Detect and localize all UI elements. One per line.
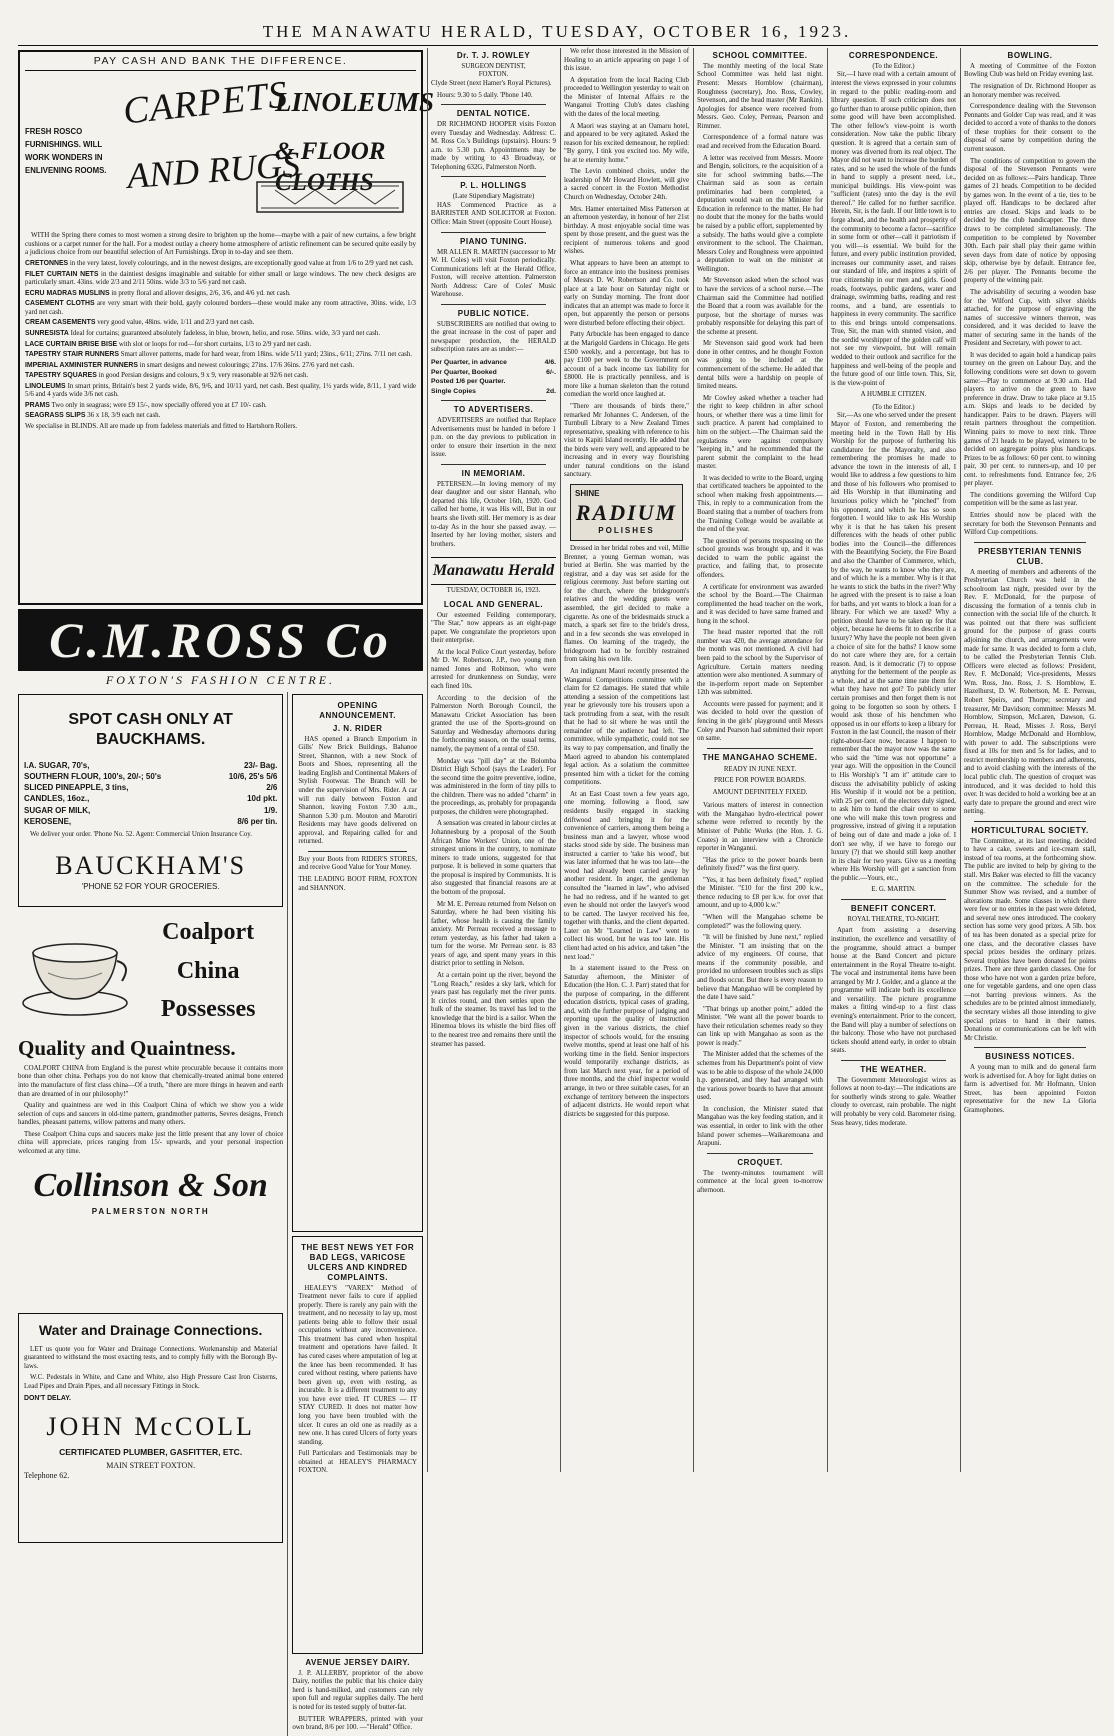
news-para: An indignant Maori recently presented the Wanganui Competitions committee with a claim for £2 damages. He stated that while attending a session of the competitions last year he grievously tore his trousers upon a tack protruding from a seat, with the result that he had to sit where he was until the remainder of the audience had left. The committee, while sympathetic, could not see its way to pay compensation, and finally the Maori agreed to abandon his contemplated legal action. As a solatium the committee presented him with a ticket for the coming competitions. <box>564 667 689 787</box>
bauckhams-name: BAUCKHAM'S <box>55 850 247 880</box>
mangahao-heading: THE MANGAHAO SCHEME. <box>702 752 818 762</box>
list-item: CRETONNES in the very latest, lovely colourings, and in the newest designs, are exceptionally good value at from 1/6 to 2/9 yard net cash. <box>25 260 414 268</box>
table-row: Per Quarter, in advance 4/6. <box>431 359 556 367</box>
coalport-p1: COALPORT CHINA from England is the purest white procurable because it contains more bone than other china. Perhaps you do not know that chemically-treated animal bone entered into the manufacture of first class china—Of a truth, "there are more things in heaven and earth than are dreamed of in our philosophy!" <box>18 1064 284 1098</box>
bowling-para: A meeting of Committee of the Foxton Bowling Club was held on Friday evening last. <box>964 62 1096 79</box>
news-para: The Levin combined choirs, under the leadership of Mr Howard Howlett, will give a sacred concert in the Foxton Methodist Church on Wednesday, October 24th. <box>564 168 689 201</box>
rowley-title: SURGEON DENTIST, <box>461 62 526 70</box>
healey-text: HEALEY'S "VAREX" Method of Treatment never fails to cure if applied properly. There is rarely any pain with the treatment, and no necessity to lay up, most patients being able to follow their usual occupations without any inconvenience. This treatment has cured when hospital treatment and operations have failed. It has cured cases where amputation of leg at the knee has been recommended. It has cured without resting, where patients have been given up, even with resting, as incurable. It is a different treatment to any you have ever tried. IT CURES — IT STAY CURED. It does not matter how long you have been troubled with the ulcer. It cures an old one as readily as a new one. It has cured Ulcers of forty years standing. <box>298 1284 417 1446</box>
water-addr: MAIN STREET FOXTON. <box>106 1460 196 1470</box>
column-correspondence <box>831 48 956 1472</box>
school-para: The question of persons trespassing on the school grounds was brought up, and it was decided to warn the public against the practice, and failing that, to prosecute offenders. <box>697 537 823 579</box>
bowling-para: The advisability of securing a wooden base for the Wilford Cup, with silver shields attached, for the purpose of engraving the names of successive winners thereon, was considered, and it was decided to leave the matter of securing same in the hands of the President and Secretary, with power to act. <box>964 288 1096 348</box>
radium-sub: POLISHES <box>598 526 655 536</box>
school-para: The head master reported that the roll number was 420, the average attendance for the month was not mentioned. A civil had been paid to the school by the Supervisor of Agriculture. Certain matters needing attention were also mentioned. A summary of the in-perform report made on September 12th was submitted. <box>697 629 823 697</box>
word-rugs: AND RUGS <box>125 144 302 197</box>
school-heading: SCHOOL COMMITTEE. <box>712 51 808 60</box>
school-para: Mr Stevenson said good work had been done in other centres, and he thought Foxton was going to be included at the commencement of the scheme. He added that dental bills were a hardship on people of limited means. <box>697 340 823 391</box>
table-row: CANDLES, 16oz., 10d pkt. <box>24 794 278 804</box>
water-name: JOHN McCOLL <box>46 1412 255 1442</box>
carpets-intro: WITH the Spring there comes to most women a strong desire to brighten up the home—maybe with a pair of new curtains, a few bright cushions or a carpet runner for the hall. For a modest outlay a cheery home atmosphere of artistic refinement can be secured quite easily by a judicious choice from our beautiful selection of Art Furnishings. Drop in to-day and see them. <box>25 231 416 257</box>
croquet-text: The twenty-minutes tournament will commence at the local green to-morrow afternoon. <box>697 1169 823 1194</box>
news-para: Dressed in her bridal robes and veil, Millie Brenner, a young German woman, was buried at Berlin. She was married by the registrar, and a day was set aside for the religious ceremony. Just before starting out for the church, where the bridegroom's relatives and the wedding guests were assembled, the girl decided to make a cigarette. As one of the bridesmaids struck a match, a spark set fire to the bride's dress, and in a few seconds she was enveloped in flames. On learning of the tragedy, the bridegroom had to be forcibly restrained from taking his own life. <box>564 545 689 664</box>
advertisers-text: ADVERTISERS are notified that Replace Advertisements must be handed in before 1 p.m. on the day previous to publication in order to ensure their insertion in the next issue. <box>431 417 556 459</box>
word-floorcloths: & FLOOR CLOTHS <box>275 138 386 197</box>
table-row: Single Copies 2d. <box>431 387 556 395</box>
list-item: CASEMENT CLOTHS are very smart with their bold, gayly coloured borders—these would make any room attractive, 30ins. wide, 1/3 yard net cash. <box>25 300 416 316</box>
bowling-para: The conditions governing the Wilford Cup competition will be the same as last year. <box>964 491 1096 508</box>
teacup-illustration <box>18 923 133 1018</box>
bowling-para: Entries should now be placed with the secretary for both the Stevenson Pennants and Wilford Cup competitions. <box>964 512 1096 537</box>
school-para: It was decided to write to the Board, urging that certificated teachers be appointed to the school when making fresh appointments.—This, in reply to a communication from the Board stating that a number of teachers from the Training College would be available at the end of the year. <box>697 474 823 534</box>
croquet-heading: CROQUET. <box>737 1157 783 1167</box>
corr2-to: (To the Editor.) <box>872 403 915 411</box>
word-carpets: CARPETS <box>121 73 291 133</box>
carpets-lettering <box>115 73 435 226</box>
divider <box>441 400 546 401</box>
news-para: "There are thousands of birds there," remarked Mr Johannes C. Andersen, of the Turnbull Library to a New Zealand Times representative, speaking with reference to his visit to Kapiti Island recently. He added that the birds were very well, and appeared to be increasing and in every way flourishing under natural conditions on the island sanctuary. <box>564 402 689 479</box>
mangahao-line: PRICE FOR POWER BOARDS. <box>714 777 806 785</box>
list-item: SEAGRASS SLIPS 36 x 18, 3/9 each net cash. <box>25 412 161 420</box>
water-p3: DON'T DELAY. <box>24 1394 71 1402</box>
tennis-text: A meeting of members and adherents of the Presbyterian Church was held in the schoolroom last night, presided over by the Rev. F. McDonald, for the purpose of discussing the formation of a tennis club in connection with the social life of the church. It was pointed out that there was sufficient ground for the purpose of grass courts adjoining the church, and arrangements were made for same. It was decided to form a club, to be called the Presbyterian Tennis Club. Officers were elected as follows: President, Rev. F. McDonald; Vice-presidents, Messrs Wm. Ross, Jno. Ross, J. S. Hornblow, E. Hazelhurst, D. W. Robertson, M. E. Perreau, Robert Speirs, and Thorpe; secretary and treasurer, Mr Davidson; committee: Messrs M. Hornblow, Simpson, McLaren, Dawson, G. Perreau, H. Read, Misses J. Ross, Beryl Hornblow, Madge McDonald and Hornblow, with power to add. The subscriptions were fixed at 10s for men and 5s for ladies, and to restrict membership to members and adherents, and to avoid clashing with the interests of the local public club. The question of croquet was introduced, and it was decided to hold this over. It was decided to hold a working bee at an early date to prepare the ground and erect wire netting. <box>964 568 1096 816</box>
list-item: LINOLEUMS In smart prints, Britain's best 2 yards wide, 8/6, 9/6, and 10/11 yard, net cash. Best quality, 1½ yards wide, 8/11, 1 yard wide 5/6 and 4 yards wide 3/6 net cash. <box>25 382 416 399</box>
piano-text: MR ALLEN R. MARTIN (successor to Mr W. H. Coles) will visit Foxton periodically. Communications left at the Herald Office, Foxton, will receive attention. Palmerston North Address: Care of Coles' Music Warehouse. <box>431 248 556 299</box>
list-item: LACE CURTAIN BRISE BISE with slot or loops for rod—for short curtains, 1/3 to 2/9 yard net cash. <box>25 340 312 348</box>
divider <box>707 1153 813 1154</box>
divider <box>841 899 946 900</box>
water-heading: Water and Drainage Connections. <box>38 1321 263 1338</box>
rowley-town: FOXTON. <box>478 71 509 79</box>
herald-nameplate: Manawatu Herald <box>431 557 556 585</box>
bowling-para: The resignation of Dr. Richmond Hooper as an honorary member was received. <box>964 83 1096 99</box>
rider-heading: OPENING ANNOUNCEMENT. <box>319 700 397 720</box>
list-item: TAPESTRY SQUARES in good Persian designs and colours, 9 x 9, very reasonable at 92/6 net cash. <box>25 372 309 380</box>
local-para: At the local Police Court yesterday, before Mr D. W. Robertson, J.P., two young men named Jones and Robinson, who were arrested for drunkenness on Sunday, were each fined 10s. <box>431 648 556 691</box>
coalport-header <box>18 911 283 1031</box>
ads-divider <box>287 692 288 1736</box>
divider <box>707 748 813 749</box>
carpets-banner <box>25 71 435 231</box>
business-heading: BUSINESS NOTICES. <box>985 1052 1075 1062</box>
coalport-town: PALMERSTON NORTH <box>91 1206 210 1216</box>
coalport-tagline: Quality and Quaintness. <box>18 1035 236 1060</box>
list-item: FILET CURTAIN NETS in the daintiest designs imaginable and suitable for either small or large windows. The new check designs are particularly smart. 43ins. wide 2/3 and 2/11 50ins. wide 3/3 to 5/6 yard net cash. <box>25 270 416 287</box>
news-para: We refer those interested in the Mission of Healing to an article appearing on page 1 of this issue. <box>564 48 689 73</box>
school-para: A certificate for environment was awarded the school by the Board.—The Chairman complimented the head teacher on the work, and it was decided to have same framed and hung in the school. <box>697 583 823 625</box>
bauckhams-phone: 'PHONE 52 FOR YOUR GROCERIES. <box>81 881 220 891</box>
local-para: At a certain point up the river, beyond the "Long Reach," resides a sky lark, which for years past has regularly met the river punts. It circles round, and then settles upon the hulk of the steamer. Its travel has led to the knowledge that the bird is a sailor. When the Hinemoa blows its whistle the bird flies off to the nearest tree and remains there until the steamer has passed. <box>431 972 556 1048</box>
radium-brand: RADIUM <box>575 499 678 525</box>
local-para: Our esteemed Feilding contemporary, "The Star," now appears as an eight-page paper. We congratulate the proprietors upon their enterprise. <box>431 611 556 645</box>
healey-ad <box>292 1236 423 1654</box>
corr-sign: A HUMBLE CITIZEN. <box>860 391 927 399</box>
rug-illustration <box>255 176 405 216</box>
mangahao-para: "Yes, it has been definitely fixed," replied the Minister. "£10 for the first 200 k.w., thence reducing to £8 per k.w. for over that amount, and up to 4,000 k.w." <box>697 876 823 910</box>
table-row: SUGAR OF MILK, 1/9. <box>24 805 278 815</box>
news-para: Mrs. Hamer entertained Miss Patterson at an afternoon yesterday, in honour of her 21st birthday. A most enjoyable social time was spent by those present, and the guest was the recipient of numerous tokens and good wishes. <box>564 205 689 256</box>
column-notices <box>431 48 556 1472</box>
coalport-p2: Quality and quaintness are wed in this Coalport China of which we show you a wide selection of cups and saucers in old-time pattern, grandmother patterns, Sevres designs, French handles, pheasant patterns, willow patterns and many others. <box>18 1102 284 1127</box>
butter-wrappers: BUTTER WRAPPERS, printed with your own brand, 8/6 per 100. —"Herald" Office. <box>292 1715 423 1732</box>
weather-text: The Government Meteorologist wires as follows at noon to-day:—The indications are for southerly winds strong to gale. Weather cloudy to overcast, rain probable. The night will probably be very cold. Barometer rising. Seas heavy, tides moderate. <box>831 1076 956 1127</box>
column-news <box>564 48 689 1472</box>
school-para: A letter was received from Messrs. Moore and Bengin, solicitors, re the acquisition of a site for school swimming baths.—The Chairman said as soon as certain preliminaries had been completed, a deputation would wait on the Minister for Education in reference to the matter. He had no doubt that the money for the baths would be raised by a public effort, supplemented by a subsidy. The baths would give a complete environment to the school. The Chairman, Messrs Coley and Roughness were appointed a deputation to wait on the minister at Wellington. <box>697 154 823 273</box>
rider-name: J. N. RIDER <box>332 723 383 733</box>
water-tel: Telephone 62. <box>24 1470 70 1480</box>
divider <box>441 304 546 305</box>
healey-particulars: Full Particulars and Testimonials may be obtained at HEALEY'S PHARMACY FOXTON. <box>298 1450 417 1475</box>
herald-date: TUESDAY, OCTOBER 16, 1923. <box>446 587 541 595</box>
local-para: According to the decision of the Palmerston North Borough Council, the Manawatu Cricket Association has been granted the use of the Sports-ground on Saturday and Wednesday afternoons during the forthcoming season, on the usual terms, namely, the payment of a rental of £50. <box>431 694 556 753</box>
coalport-p3: These Coalport China cups and saucers make just the little present that any lover of choice china will appreciate, prices ranging from 15/- upwards, and your personal inspection welcomed at any time. <box>18 1130 284 1155</box>
radium-shine: SHINE <box>575 489 600 498</box>
word-linoleums: LINOLEUMS <box>275 87 435 118</box>
radium-ad <box>570 484 683 541</box>
benefit-text: Apart from assisting a deserving institution, the excellence and versatility of the programme, should attract a bumper house at the Band Concert and picture entertainment in the Royal Theatre to-night. The vocal and instrumental items have been arranged by Mr J. Golder, and a glance at the programme will indicate both its excellence and versatility. The picture programme makes a fitting wind-up to a first class evening's entertainment. Prior to the concert, the Band will play a number of selections on the balcony. Those who have not purchased tickets should attend early, in order to obtain seats. <box>831 927 956 1055</box>
rowley-addr: Clyde Street (next Hamer's Royal Pictures). <box>431 80 552 88</box>
divider <box>974 1047 1086 1048</box>
column-rule <box>560 48 561 1472</box>
rider-firm: THE LEADING BOOT FIRM, FOXTON and SHANNON. <box>298 876 417 892</box>
rider-buy: Buy your Boots from RIDER'S STORES, and receive Good Value for Your Money. <box>298 855 417 872</box>
divider <box>441 232 546 233</box>
list-item: IMPERIAL AXMINISTER RUNNERS in smart designs and newest colourings; 27ins. 17/6 36ins. 27/6 yard net cash. <box>25 361 355 369</box>
carpets-closing: We specialise in BLINDS. All are made up from fadeless materials and fitted to Hartshorn Rollers. <box>25 423 298 431</box>
bowling-para: It was decided to again hold a handicap pairs tourney on the green on Labour Day, and the following conditions were set down to govern same:—Play to commence at 9.30 a.m. Had players to arrive on the green to have preference in draw. Draw to take place at 9.15 a.m. Skips and leads to be decided by handicapper. Pairs to be drawn. Players will retain partners throughout the competition. Winning pairs to move to next rink. Three games of 21 heads to be played, winners to be decided on aggregate points plus handicaps. Prizes to be as follows: 60 per cent. to winning pair, 30 per cent. to runners-up, and 10 per cent. to refreshments fund. Entrance fee, 2/6 per player. <box>964 351 1096 488</box>
dental-heading: DENTAL NOTICE. <box>456 109 531 119</box>
school-para: Mr Stevenson asked when the school was to have the services of a school nurse.—The Chairman said the Committee had notified the Board that a room was available for the purpose, but the shortage of nurses was probably responsible for delaying this part of the scheme at present. <box>697 277 823 336</box>
column-rule <box>827 48 828 1472</box>
school-para: Correspondence of a formal nature was read and received from the Education Board. <box>697 134 823 150</box>
masthead: THE MANAWATU HERALD, TUESDAY, OCTOBER 16, 1923. <box>262 22 852 41</box>
table-row: SLICED PINEAPPLE, 3 tins, 2/6 <box>24 783 278 793</box>
business-text: A young man to milk and do general farm work is advertised for. A boy for light duties on farm is advertised for. Mr Hofmann, Union Street, has been appointed Foxton representative for the new La Gloria Gramophones. <box>964 1064 1096 1114</box>
local-para: Mr M. E. Perreau returned from Nelson on Saturday, where he had been visiting his father, whose health is causing the family anxiety. Mr Perreau received a message to return yesterday, as his father had taken a turn for the worse. Mr Perreau senr. is 83 years of age, and spent many years in this district prior to settling in Nelson. <box>431 900 556 968</box>
horti-text: The Committee, at its last meeting, decided to have a cake, sweets and ice-cream stall, instead of tea rooms, at the forthcoming show. The public are invited to help by giving to the stall. Mrs Baker was elected to fill the vacancy on the committee. The schedule for the Summer Show was revised, and a number of alterations made. Some classes in which there were few or no entries in the past were deleted, and several new ones introduced. The cookery section has some very good prizes. A 5lb. box of tea has been donated as a special prize for one class, and the decorative classes have special prizes besides the ordinary prizes. Several trophies have been donated for points prizes. There are three garden classes. One for those who have not won a garden prize before, one for vegetable gardens, and one open class—not barring previous winners. As the schedules are to be printed almost immediately, the secretary wishes all those intending to give special prizes to hand in their names. Donations or communications can be left with Mr Christie. <box>964 837 1096 1042</box>
column-rule <box>693 48 694 1472</box>
local-para: A sensation was created in labour circles at Johannesburg by a proposal of the South African Mine Workers' Union, one of the strongest unions in the country, to nominate miners to trade unions, suggested for that purpose. It is believed in some quarters that the proposal is inspired by Communists. It is also suggested that financial reasons are at the bottom of the proposal. <box>431 820 556 896</box>
news-para: A deputation from the local Racing Club proceeded to Wellington yesterday to wait on the Minister of Internal Affairs re the Wanganui Trotting Club's dates clashing with the dates of the local meeting. <box>564 76 689 118</box>
local-para: Monday was "pill day" at the Bolomba District High School (says the Leader). For the second time the goitre preventive, iodine, was administered in the form of tiny pills to the children. There was no added "charm" in the proceedings, as, probably for propaganda purposes, the children were photographed. <box>431 757 556 816</box>
benefit-heading: BENEFIT CONCERT. <box>850 903 937 913</box>
benefit-sub: ROYAL THEATRE, TO-NIGHT. <box>847 915 940 923</box>
mangahao-para: "When will the Mangahao scheme be completed?" was the following query. <box>697 914 823 930</box>
memoriam-text: PETERSEN.—In loving memory of my dear daughter and our sister Hannah, who departed this life, October 16th, 1920. God called her home, it was His will, But in our hearts she liveth still. Her memory is as dear to-day As in the hour she passed away. —Inserted by her loving mother, sisters and brothers. <box>431 480 556 548</box>
bauckhams-heading: SPOT CASH ONLY AT BAUCKHAMS. <box>68 710 233 748</box>
corr-text: Sir,—I have read with a certain amount of interest the views expressed in your columns in regard to the public reading-room and library question. If such criticism does not go further than to arouse public opinion, then some good will have been accomplished. The other fellow's view-point is worth consideration. Now take the public library question. It is agreed that a certain sum of money was diverted from its real object. The Mayor did not want to increase the burden of rates, and so he used the whole of the funds in hand to supply a present need, i.e., municipal buildings. His view-point was "sufficient (rates) unto the day is the evil thereof." He called for no further sacrifice. Herein, Sir, is the fault. If our little town is to forge ahead, and the health and prosperity of the community to become a factor—sacrifice in some form or other—call it patriotism if you will—is essential. We build for the future, and every public institution provided, increases our community asset, and raises our standard of life, and inspires a spirit of true citizenship in our men and girls. Good roads, footways, public gardens, water and drainage, swimming baths, reading and rest rooms, and a band, are essentials to happiness in every community. The sacrifice to this end brings untold compensations. True, Sir, the man with stunted vision, and the sordid worshipper of the golden calf will not see my viewpoint, but will remain wedded to their outlook and sacrifice for the happiness and well-being of the people and the future good of our little town. This, Sir, is the view-point of <box>831 71 956 387</box>
water-p2: W.C. Pedestals in White, and Cane and White, also High Pressure Cast Iron Cisterns, Lead Pipes and Drain Pipes, and all necessary Fittings in Stock. <box>24 1374 278 1391</box>
corr-to: (To the Editor.) <box>872 62 915 70</box>
column-ads <box>18 48 435 1732</box>
list-item: PRAMS Two only in seagrass; were £9 15/-, now specially offered you at £7 10/- cash. <box>25 401 267 409</box>
rowley-hours: Hours: 9.30 to 5 daily. 'Phone 140. <box>437 91 533 99</box>
piano-heading: PIANO TUNING. <box>460 236 527 246</box>
column-school <box>697 48 823 1472</box>
hollings-note: (Late Stipendiary Magistrate) <box>452 193 535 201</box>
ross-banner <box>18 609 423 671</box>
list-item: ECRU MADRAS MUSLINS in pretty floral and allover designs, 2/6, 3/6, and 4/6 yd. net cash. <box>25 289 291 297</box>
mangahao-para: Various matters of interest in connection with the Mangahao hydro-electrical power scheme were referred to recently by the Minister of Public Works (the Hon. J. G. Coates) in an interview with a Chronicle reporter in Wanganui. <box>697 802 823 853</box>
news-para: A Maori was staying at an Oamaru hotel, and appeared to be very agitated. Asked the reason for his excited demeanour, he replied: "By gorry, I tink you excited too. My wife, he at te eternity home." <box>564 122 689 164</box>
list-item: SUNRESISTA Ideal for curtains; guaranteed absolutely fadeless, in blue, brown, helio, and rose. 50ins. wide, 3/3 yard net cash. <box>25 329 381 337</box>
bowling-para: The conditions of competition to govern the disposal of the Stevenson Pennants were decided on as follows:—Pairs handicap. Three games of 21 heads. Competition to be decided by games won. In the event of a tie, ties to be played off. Handicaps to be declared after entries are closed. Skips and leads to be decided by the club handicapper. The three draws to be completed simultaneously. The competition to be completed by November 30th. Each pair shall play their game within seven days from date of notice by opposing skip, otherwise bye by default. Entrance fee, 2/6 per player. The Pennants become the property of the winning pair. <box>964 157 1096 285</box>
hollings-name: P. L. HOLLINGS <box>460 181 527 191</box>
water-p1: LET us quote you for Water and Drainage Connections. Workmanship and Material guaranteed to withstand the most exacting tests, and to comply fully with the Borough By-laws. <box>24 1345 278 1370</box>
bauckhams-note: We deliver your order. 'Phone No. 52. Agent: Commercial Union Insurance Coy. <box>30 831 253 838</box>
divider <box>441 176 546 177</box>
tennis-heading: PRESBYTERIAN TENNIS CLUB. <box>978 546 1082 566</box>
water-trade: CERTIFICATED PLUMBER, GASFITTER, ETC. <box>59 1447 243 1458</box>
ross-name: C.M.ROSS Co <box>49 612 392 668</box>
divider <box>974 821 1086 822</box>
school-para: The monthly meeting of the local State School Committee was held last night. Present: Messrs Hornblow (chairman), Roughness (secretary), Jno. Ross, Cowley, Stevenson, and the head master (Mr Rankin). Apologies for absence were received from Messrs. Geo. Coley, Perreau, Pearson and Rimmer. <box>697 62 823 130</box>
dental-text: DR RICHMOND HOOPER visits Foxton every Tuesday and Wednesday. Address: C. M. Ross Co.'s Buildings (upstairs). Hours: 9 a.m. to 5.30 p.m. Appointments may be made by writing to 43 Broadway, or Telephoning 632G, Palmerston North. <box>431 121 556 171</box>
mangahao-para: "That brings up another point," added the Minister. "We want all the power boards to have their reticulation schemes ready so they can link up with Mangahao as soon as the power is ready." <box>697 1005 823 1047</box>
memoriam-heading: IN MEMORIAM. <box>461 468 526 478</box>
bauckhams-ad <box>18 694 283 907</box>
column-sports <box>964 48 1096 1472</box>
rider-text: HAS opened a Branch Emporium in Gills' New Brick Buildings, Bahanoe Street, Shannon, with a new Stock of Boots and Shoes, representing all the leading English and Continental Makers of Stylish Footwear. The Branch will be under the supervision of Mrs. Rider. A car will run daily between Foxton and Shannon, leaving Foxton 7.30 a.m., Shannon 5.30 p.m. Mouton and Marotiri Residents may have goods delivered on approval, and Repairing called for and returned. <box>298 735 417 846</box>
rider-healey-column <box>292 692 423 1736</box>
divider <box>441 464 546 465</box>
ross-tagline: FOXTON'S FASHION CENTRE. <box>105 673 336 687</box>
bowling-heading: BOWLING. <box>1007 51 1053 60</box>
water-ad <box>18 1313 283 1543</box>
advertisers-heading: TO ADVERTISERS. <box>453 405 534 415</box>
column-rule <box>427 48 428 1472</box>
bowling-para: Correspondence dealing with the Stevenson Pennants and Golder Cup was read, and it was decided to accord a vote of thanks to the donors of these trophies for their consent to the disposal of same by competition during the current season. <box>964 103 1096 153</box>
news-para: At an East Coast town a few years ago, one morning, following a flood, saw residents busily engaged in stacking driftwood and bringing it for the convenience of carriers, among them being a business man and a lawyer, whose wood stacks stood side by side. The business man instructed a carrier to 'take his wood', but was later informed that he was too late—the wood had already been carried away by another resident. In anger, the gentleman consulted the "learned in law", who advised he had no redress, and if he wanted to get even he should not order the lawyer's wood to be carted. The lawyer received his fee, together with thanks, and the client departed. Later on Mr "Learned in Law" went to collect his wood, but he was too late. His client had acted on his advice, and taken "the next load." <box>564 790 689 961</box>
dairy-heading: AVENUE JERSEY DAIRY. <box>305 1657 410 1667</box>
mangahao-para: "Has the price to the power boards been definitely fixed?" was the first query. <box>697 856 823 873</box>
horti-heading: HORTICULTURAL SOCIETY. <box>971 825 1089 835</box>
carpets-ad <box>18 50 435 605</box>
rider-ad <box>292 694 423 1232</box>
table-row: I.A. SUGAR, 70's, 23/- Bag. <box>24 760 278 770</box>
corr-heading: CORRESPONDENCE. <box>848 51 939 60</box>
list-item: CREAM CASEMENTS very good value, 48ins. wide, 1/11 and 2/3 yard net cash. <box>25 319 255 327</box>
table-row: Per Quarter, Booked 6/-. <box>431 368 556 376</box>
divider <box>441 104 546 105</box>
weather-heading: THE WEATHER. <box>860 1064 927 1074</box>
rowley-name: Dr. T. J. ROWLEY <box>456 51 531 60</box>
masthead-rule <box>18 45 1098 46</box>
table-row: KEROSENE, 8/6 per tin. <box>24 816 278 826</box>
rider-divider <box>308 851 407 852</box>
corr2-sign: E. G. MARTIN. <box>871 886 916 894</box>
news-para: Patty Arbuckle has been engaged to dance at the Marigold Gardens in Chicago. He gets £500 weekly, and a percentage, but has to pay £100 per week to the Government on account of a back income tax liability for £8000. He is practically penniless, and is more like a human skeleton than the rotund comedian the world once laughed at. <box>564 331 689 399</box>
mangahao-para: "It will be finished by June next," replied the Minister. "I am insisting that on the advice of my engineers. Of course, that means if the community possible, and provided no unforeseen troubles such as slips and floods occur. But there is every reason to believe that Mangahao will be completed by the date I have said." <box>697 934 823 1002</box>
coalport-firm: Collinson & Son <box>33 1166 268 1204</box>
divider <box>841 1060 946 1061</box>
mangahao-para: In conclusion, the Minister stated that Mangahao was the key feeding station, and it was essential, in order to link with the other Island power schemes—Waikaremoana and Arapuni. <box>697 1105 823 1148</box>
coalport-title: Coalport China Possesses <box>160 919 256 1023</box>
healey-heading: THE BEST NEWS YET FOR BAD LEGS, VARICOSE ULCERS AND KINDRED COMPLAINTS. <box>301 1242 415 1282</box>
school-para: Accounts were passed for payment; and it was decided to hold over the question of fencing in the girls' playground until Messrs Coley and Pearson had submitted their report on same. <box>697 700 823 743</box>
fresh-rosco-text: FRESH ROSCO FURNISHINGS. WILL WORK WONDERS IN ENLIVENING ROOMS. <box>25 126 107 176</box>
corr2-text: Sir,—As one who served under the present Mayor of Foxton, and remembering the meeting held in the Town Hall by His Worship for the purpose of furthering his candidature for the Mayoralty, and also remembering the promises he made to advance the town in the interests of all, I would like to address a few questions to him and those of his followers who promised to aid His Worship in that illuminating and luxurious policy which he "pinched" from his opponent, and which he has so soon forgotten. I would like to ask His Worship why it is that he has taken his present differences with the heads of other public bodies into the Council—the differences with the Beautifying Society, the Fire Board and also the Chamber of Commerce, which, by the way, he wants to know who they are, and of which he is a member. Why is it that he wants to stick the baths in the river? Why he agreed with the present is to raise a loan for baths, and yet wants to block a loan for a library. For which we are taxed? Why a petition should have to be taken up for that object, because he deems fit to describe it a luxury? Why have the people not been given a choice of site for the baths? I know some do not care where they are, for a certain reason. And, is it democratic (?) to oppose anything for the betterment of the people as a whole, and at the same time rate them for what they have not got? To publicly utter certain promises and then forget them is not going to be forgotten so soon by others. I would ask those of his henchmen who opposed us in our efforts to keep a library for Foxton in the last Council, the reason of their right-about-face now, because I happen to remember that the mayor now was the same who said the "time was not opportune" a year ago. Will the opposition in the Council to His Worship's "I am it" attitude care to discuss the advisability publicly of asking His Worship if it would not be a petition, with 25 per cent. of the electors duly signed, to ask him to hand the chair over to some one who will make this town progress and progressive, instead of giving it a reputation of being out of date and made a joke of. I don't see why, if we have to forego our luxury (?) that we should still keep another in its chair for two years. Give us a meeting where His Worship will get a sanction from the public.—Yours, etc., <box>831 412 956 882</box>
dairy-text: J. P. ALLERBY, proprietor of the above Dairy, notifies the public that his choice dairy herd is hand-milked, and customers can rely upon full and regular supplies daily. The herd is noted for its tested supply of butter-fat. <box>292 1669 423 1712</box>
news-para: In a statement issued to the Press on Saturday afternoon, the Minister of Education (the Hon. C. J. Parr) stated that for the purpose of comparing, in the different education districts, typical cases of grading, and, with the further purpose of judging and reporting upon the quality of instruction given in the various districts, the chief inspector of schools would, for the ensuing twelve months, spend at least one half of his working time in the field. Senior inspectors would temporarily exchange districts, as from last March next year, for a period of three months, and the chief inspector would arrange, in two or three suitable cases, for an exchange of territory between the inspectors of adjacent districts. He would report what districts be suggested for this purpose. <box>564 965 689 1118</box>
list-item: TAPESTRY STAIR RUNNERS Smart allover patterns, made for hard wear, from 18ins. wide 5/11 yard; 23ins., 6/11; 27ins. 7/11 net cash. <box>25 351 413 359</box>
news-para: What appears to have been an attempt to force an entrance into the business premises of Messrs D. W. Robertson and Co. took place at a late hour on Saturday night or early on Sunday morning. The front door indicates that an attempt was made to force it open, but apparently the person or persons were disturbed before effecting their object. <box>564 259 689 327</box>
mangahao-para: The Minister added that the schemes of the schemes from his Department's point of view was to be able to dispose of the whole 24,000 h.p. generated, and they had arranged with the various power boards to have that amount used. <box>697 1051 823 1102</box>
column-rule <box>960 48 961 1472</box>
public-heading: PUBLIC NOTICE. <box>457 308 530 318</box>
public-text: SUBSCRIBERS are notified that owing to the great increase in the cost of paper and newspaper production, the HERALD subscription rates are as under:— <box>431 320 556 354</box>
hollings-text: HAS Commenced Practice as a BARRISTER AND SOLICITOR at Foxton. Office: Main Street (opposite Court House). <box>431 201 556 227</box>
coalport-ad <box>18 911 283 1311</box>
mangahao-line: AMOUNT DEFINITELY FIXED. <box>712 788 808 796</box>
carpets-items <box>25 260 416 421</box>
lower-ads-row <box>18 692 423 1736</box>
carpets-heading: PAY CASH AND BANK THE DIFFERENCE. <box>25 55 416 71</box>
lower-ads-left <box>18 692 283 1736</box>
divider <box>974 542 1086 543</box>
table-row: SOUTHERN FLOUR, 100's, 20/-; 50's 10/6, 25's 5/6 <box>24 772 278 782</box>
table-row: Posted 1/6 per Quarter. <box>431 378 506 386</box>
mangahao-line: READY IN JUNE NEXT. <box>723 765 797 773</box>
local-heading: LOCAL AND GENERAL. <box>443 599 544 609</box>
school-para: Mr Cowley asked whether a teacher had the right to keep children in after school hours, or whether there was a time limit for such practice. A parent had complained to him on the subject.—The Chairman said the regulations were against compulsory "keeping in," and he recommended that the parent submit the complaint to the head master. <box>697 394 823 471</box>
